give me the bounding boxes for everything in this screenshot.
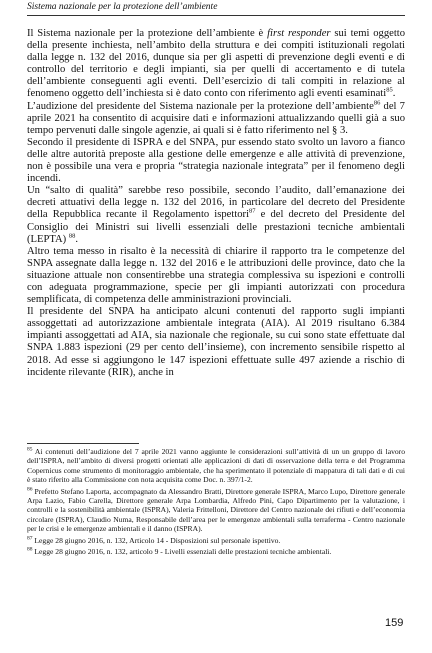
body-paragraph xyxy=(27,185,405,245)
body-paragraph xyxy=(27,28,405,101)
footnote-ref: 87 xyxy=(249,207,256,215)
text-run: . xyxy=(75,233,78,245)
text-run: Un “salto di qualità” sarebbe reso possibile, secondo l’audito, dall’emanazione dei decreti attuativi della legge n. 132 del 2016, in particolare del decreto del Presidente della Repubblica recante il Regolamento ispettori xyxy=(27,185,405,221)
footnote xyxy=(27,536,405,545)
text-run: L’audizione del presidente del Sistema nazionale per la protezione dell’ambiente xyxy=(27,100,374,112)
footnote-number: 88 xyxy=(27,546,33,553)
footnote-ref: 86 xyxy=(373,99,381,107)
text-run: e del decreto del Presidente del Consiglio dei Ministri sui livelli essenziali delle prestazioni tecniche ambientali (LEPTA) xyxy=(27,209,405,245)
body-paragraph xyxy=(27,306,405,379)
body-paragraph xyxy=(27,137,405,185)
text-run: del 7 aprile 2021 ha consentito di acquisire dati e informazioni attualizzando quelli già a suo tempo pervenuti dalle singole agenzie, ai quali si è fatto riferimento nel § 3. xyxy=(27,100,405,136)
body-paragraph xyxy=(27,246,405,306)
text-run: Altro tema messo in risalto è la necessità di chiarire il rapporto tra le competenze del SNPA assegnate dalla legge n. 132 del 2016 e le attribuzioni delle province, dato che la situazione attuale non consentirebbe una strategia complessiva su ispezioni e controlli con adeguata programmazione, specie per gli impianti autorizzati con procedura semplificata, di competenza delle amministrazioni provinciali. xyxy=(27,245,405,306)
footnote-text: Ai contenuti dell’audizione del 7 aprile 2021 vanno aggiunte le considerazioni sull’attività di un un gruppo di lavoro dell’ISPRA, nell’ambito di diversi progetti orientati alle applicazioni di dati di osservazione della terra e del Programma Copernicus come strumento di monitoraggio ambientale, che ha sperimentato il potenziale di mappatura di tali dati e di cui è stato riferito alla Commissione con nota acquisita come Doc. n. 397/1-2. xyxy=(27,447,405,485)
header-divider xyxy=(27,15,405,16)
text-run: Secondo il presidente di ISPRA e del SNPA, pur essendo stato svolto un lavoro a fianco delle altre autorità preposte alla gestione delle emergenze e alle attività di prevenzione, non è possibile una vera e propria “strategia nazionale integrata” per il fenomeno degli incendi. xyxy=(27,136,405,185)
body-text xyxy=(27,28,405,379)
footnote xyxy=(27,447,405,485)
running-header: Sistema nazionale per la protezione dell’ambiente xyxy=(27,2,218,12)
footnote-divider xyxy=(27,443,139,444)
footnote-text: Legge 28 giugno 2016, n. 132, Articolo 14 - Disposizioni sul personale ispettivo. xyxy=(32,535,281,545)
footnote xyxy=(27,547,405,556)
footnote-ref: 88 xyxy=(68,232,76,240)
footnote-number: 86 xyxy=(27,486,33,493)
footnote-number: 87 xyxy=(27,535,33,542)
page-number: 159 xyxy=(385,617,404,629)
text-run: Il Sistema nazionale per la protezione dell’ambiente è xyxy=(27,28,268,39)
footnote xyxy=(27,487,405,534)
footnote-ref: 85 xyxy=(386,86,393,94)
footnotes xyxy=(27,447,405,558)
text-run: . xyxy=(392,88,396,100)
footnote-number: 85 xyxy=(27,446,33,453)
footnote-text: Prefetto Stefano Laporta, accompagnato da Alessandro Bratti, Direttore generale ISPRA, Marco Lupo, Direttore generale Arpa Lazio, Fabio Carella, Direttore generale Arpa Lombardia, Alfredo Pini, Capo Dipartimento per la valutazione, i controlli e la sostenibilità ambientale (ISPRA), Valeria Frittelloni, Direttore del Centro nazionale dei rifiuti e dell’economia circolare (ISPRA), Claudio Numa, Responsabile dell’area per le emergenze ambientali sulla terraferma - Centro nazionale per le crisi e le emergenze ambientali e il danno (ISPRA). xyxy=(27,486,405,534)
text-run: sui temi oggetto della presente inchiesta, nell’ambito della struttura e dei compiti istituzionali regolati dalla legge n. 132 del 2016, dunque sia per gli aspetti di prevenzione degli eventi e di controllo del territorio e degli impianti, sia per quelli di accertamento e di tutela dell’ambiente conseguenti agli eventi. Dell’esercizio di tali compiti in relazione al fenomeno oggetto dell’inchiesta si è dato conto con riferimento agli eventi esaminati xyxy=(27,28,405,100)
text-run: Il presidente del SNPA ha anticipato alcuni contenuti del rapporto sugli impianti assoggettati ad autorizzazione ambientale integrata (AIA). Al 2019 risultano 6.384 impianti assoggettati ad AIA, sia nazionale che regionale, su cui sono state effettuate dal SNPA 1.883 ispezioni (29 per cento dell’insieme), con incremento sensibile rispetto al 2018. Ad esse si aggiungono le 147 ispezioni effettuate sulle 497 aziende a rischio di incidente rilevante (RIR), anche in xyxy=(27,306,405,378)
body-paragraph xyxy=(27,101,405,137)
footnote-text: Legge 28 giugno 2016, n. 132, articolo 9 - Livelli essenziali delle prestazioni tecniche ambientali. xyxy=(32,547,332,557)
italic-term: first responder xyxy=(267,28,331,39)
